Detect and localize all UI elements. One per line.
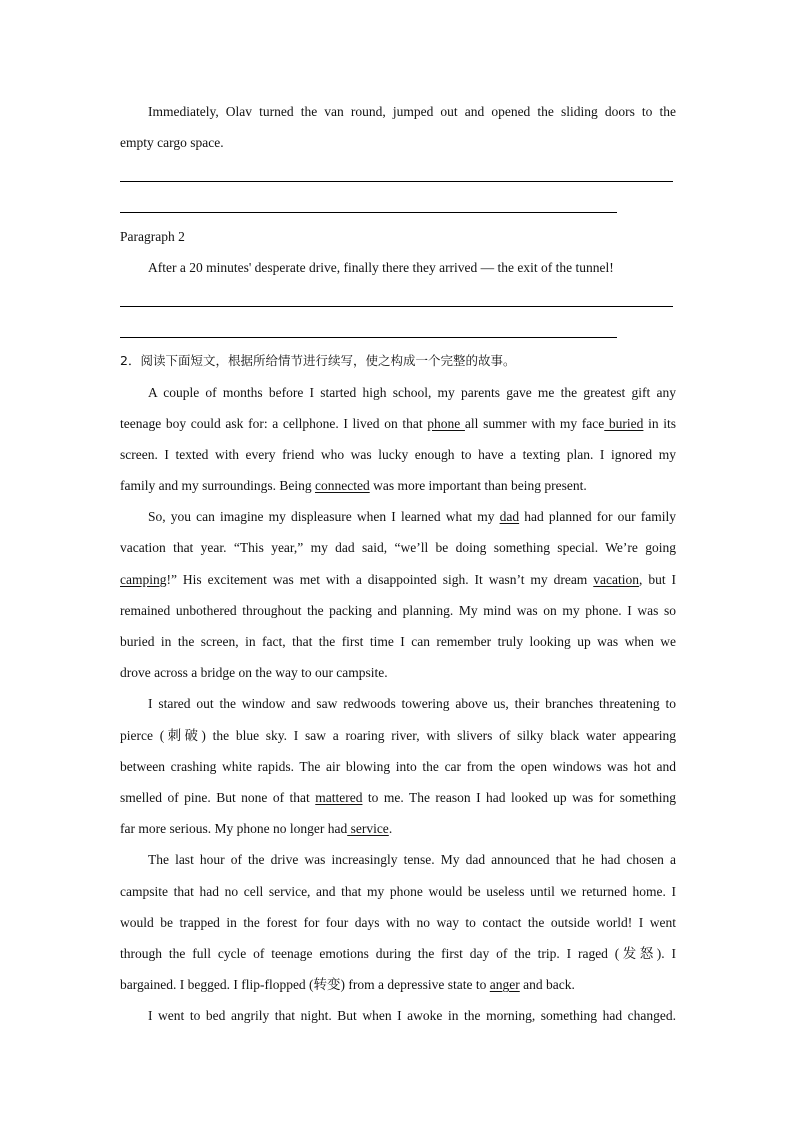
underlined-word: phone bbox=[427, 416, 465, 431]
passage-line: smelled of pine. But none of that mattered to me. The reason I had looked up was for something bbox=[120, 790, 677, 805]
answer-line bbox=[120, 306, 673, 307]
passage-line: would be trapped in the forest for four days with no way to contact the outside world! I went bbox=[120, 915, 676, 930]
passage-line: between crashing white rapids. The air blowing into the car from the open windows was hot and bbox=[120, 759, 676, 774]
question-2-heading: 2．阅读下面短文，根据所给情节进行续写，使之构成一个完整的故事。 bbox=[120, 353, 516, 368]
passage-line: The last hour of the drive was increasingly tense. My dad announced that he had chosen a bbox=[148, 852, 676, 867]
passage-line: campsite that had no cell service, and that my phone would be useless until we returned home. I bbox=[120, 884, 676, 899]
passage-line: vacation that year. “This year,” my dad said, “we’ll be doing something special. We’re going bbox=[120, 540, 676, 555]
paragraph-1-line-1: Immediately, Olav turned the van round, jumped out and opened the sliding doors to the bbox=[148, 104, 676, 119]
underlined-word: dad bbox=[499, 509, 520, 524]
passage-line: far more serious. My phone no longer had service. bbox=[120, 821, 393, 836]
passage-line: So, you can imagine my displeasure when I learned what my dad had planned for our family bbox=[148, 509, 676, 524]
passage-line: screen. I texted with every friend who was lucky enough to have a texting plan. I ignored my bbox=[120, 447, 676, 462]
underlined-word: vacation bbox=[593, 572, 639, 587]
passage-line: A couple of months before I started high school, my parents gave me the greatest gift any bbox=[148, 385, 676, 400]
underlined-word: connected bbox=[314, 478, 370, 493]
underlined-word: mattered bbox=[315, 790, 363, 805]
passage-line: remained unbothered throughout the packing and planning. My mind was on my phone. I was so bbox=[120, 603, 676, 618]
paragraph-2-label: Paragraph 2 bbox=[120, 229, 185, 244]
passage-line: camping!” His excitement was met with a disappointed sigh. It wasn’t my dream vacation, but I bbox=[120, 572, 677, 587]
answer-line bbox=[120, 181, 673, 182]
underlined-word: anger bbox=[489, 977, 520, 992]
passage-line: bargained. I begged. I flip-flopped (转变) from a depressive state to anger and back. bbox=[120, 977, 575, 992]
underlined-word: service bbox=[347, 821, 389, 836]
passage-line: I stared out the window and saw redwoods towering above us, their branches threatening to bbox=[148, 696, 676, 711]
passage-line: buried in the screen, in fact, that the first time I can remember truly looking up was when we bbox=[120, 634, 676, 649]
passage-line: I went to bed angrily that night. But when I awoke in the morning, something had changed. bbox=[148, 1008, 676, 1023]
passage-line: pierce (刺破) the blue sky. I saw a roaring river, with slivers of silky black water appearing bbox=[120, 728, 676, 743]
underlined-word: buried bbox=[604, 416, 644, 431]
passage-line: family and my surroundings. Being connected was more important than being present. bbox=[120, 478, 587, 493]
paragraph-2-opening: After a 20 minutes' desperate drive, finally there they arrived — the exit of the tunnel! bbox=[148, 260, 614, 275]
paragraph-1-line-2: empty cargo space. bbox=[120, 135, 224, 150]
passage-line: drove across a bridge on the way to our campsite. bbox=[120, 665, 388, 680]
answer-line bbox=[120, 337, 617, 338]
answer-line bbox=[120, 212, 617, 213]
passage-line: teenage boy could ask for: a cellphone. I lived on that phone all summer with my face buried in its bbox=[120, 416, 676, 431]
passage-line: through the full cycle of teenage emotions during the first day of the trip. I raged (发怒). I bbox=[120, 946, 676, 961]
underlined-word: camping bbox=[120, 572, 167, 587]
